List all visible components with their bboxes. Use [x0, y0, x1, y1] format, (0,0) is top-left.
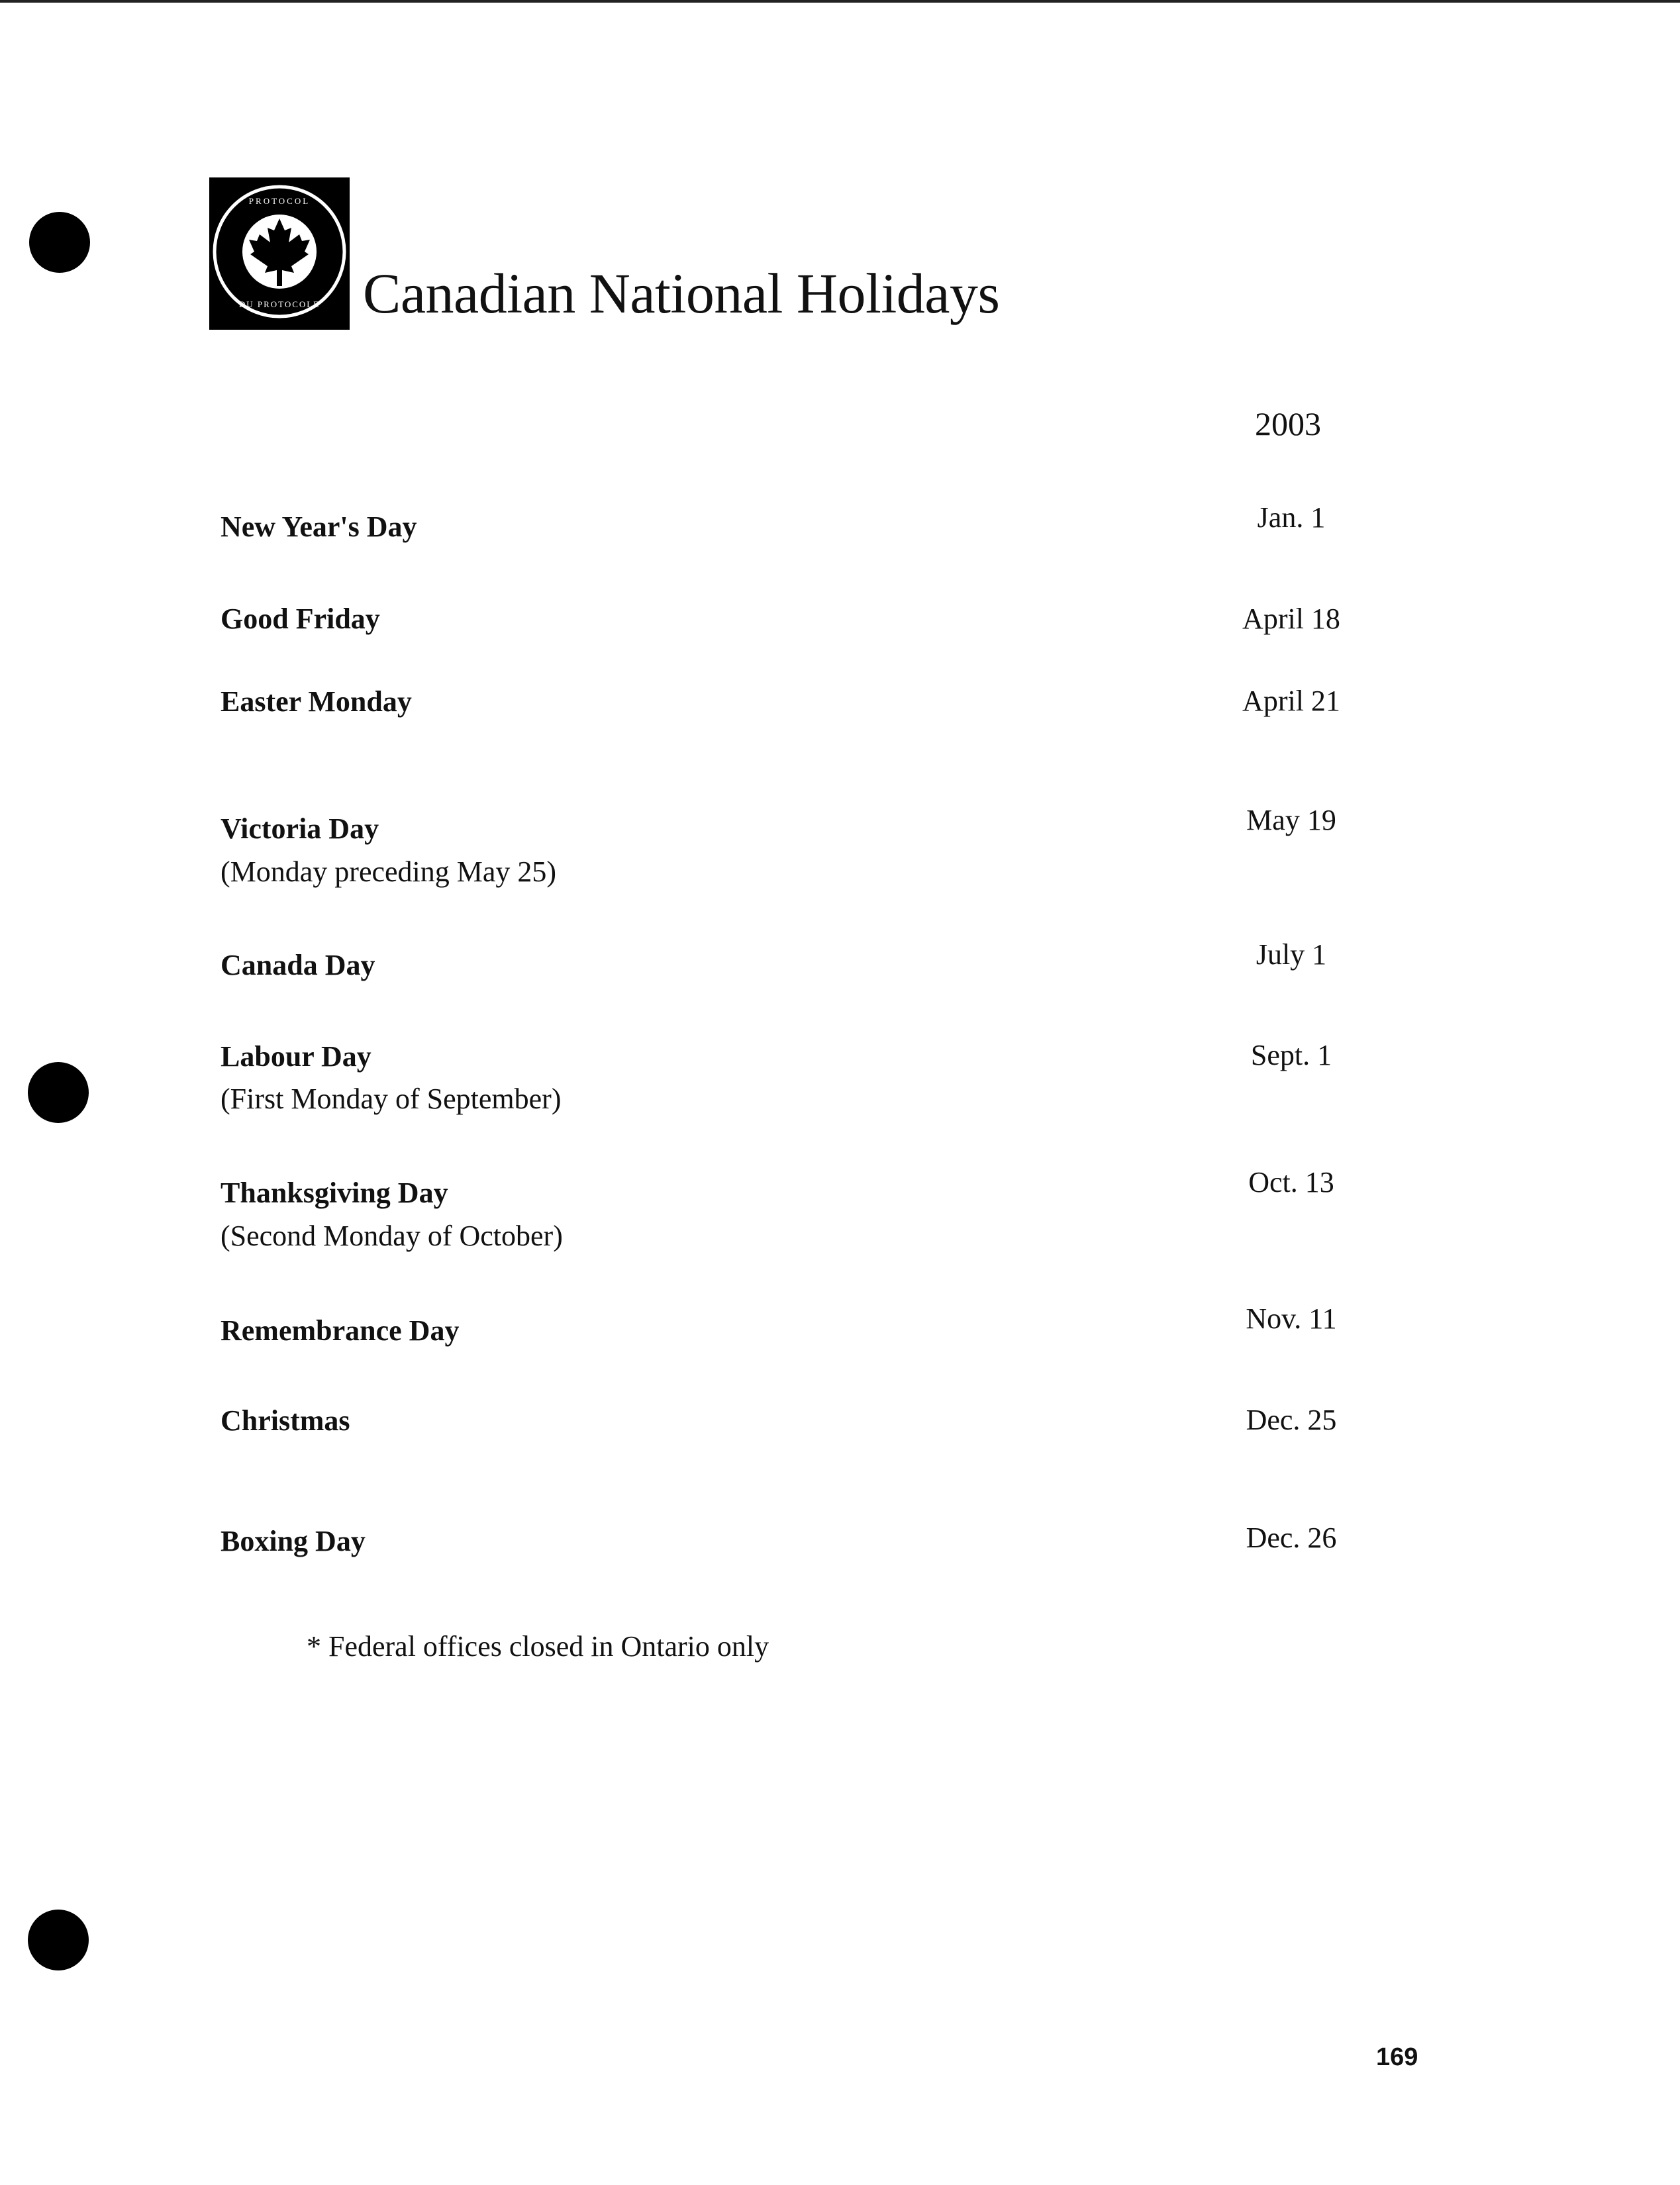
punch-hole-middle: [28, 1062, 89, 1123]
holiday-date: May 19: [1246, 804, 1336, 836]
punch-hole-top: [29, 212, 90, 273]
holiday-date: April 21: [1242, 685, 1340, 717]
top-border-line: [0, 0, 1680, 3]
holiday-date: Sept. 1: [1250, 1039, 1332, 1071]
holiday-date: Nov. 11: [1246, 1302, 1337, 1335]
seal-text-bottom: DU PROTOCOLE: [238, 299, 321, 309]
holiday-name: Christmas: [221, 1404, 350, 1437]
seal-text-top: PROTOCOL: [248, 196, 311, 206]
page-number: 169: [1376, 2043, 1418, 2071]
holiday-date: Oct. 13: [1248, 1166, 1334, 1198]
holiday-name: Victoria Day: [221, 812, 379, 845]
holiday-rule: (Monday preceding May 25): [221, 855, 557, 888]
holiday-date: Dec. 25: [1246, 1404, 1337, 1436]
maple-leaf-icon: [209, 177, 350, 330]
holiday-name: Good Friday: [221, 603, 380, 635]
holiday-rule: (Second Monday of October): [221, 1220, 563, 1252]
holiday-name: New Year's Day: [221, 510, 417, 543]
holiday-date: Jan. 1: [1257, 501, 1326, 534]
holiday-name: Labour Day: [221, 1040, 371, 1073]
page-title: Canadian National Holidays: [363, 262, 1000, 325]
footnote: * Federal offices closed in Ontario only: [307, 1630, 769, 1663]
holiday-name: Boxing Day: [221, 1525, 366, 1557]
year-heading: 2003: [1255, 405, 1321, 442]
protocol-logo: [209, 177, 350, 330]
holiday-date: Dec. 26: [1246, 1522, 1337, 1554]
holiday-date: July 1: [1256, 938, 1327, 971]
holiday-name: Thanksgiving Day: [221, 1177, 448, 1209]
holiday-name: Easter Monday: [221, 685, 412, 718]
holiday-name: Canada Day: [221, 949, 375, 981]
holiday-rule: (First Monday of September): [221, 1083, 562, 1115]
punch-hole-bottom: [28, 1910, 89, 1970]
holiday-date: April 18: [1242, 603, 1340, 635]
holiday-name: Remembrance Day: [221, 1314, 460, 1347]
